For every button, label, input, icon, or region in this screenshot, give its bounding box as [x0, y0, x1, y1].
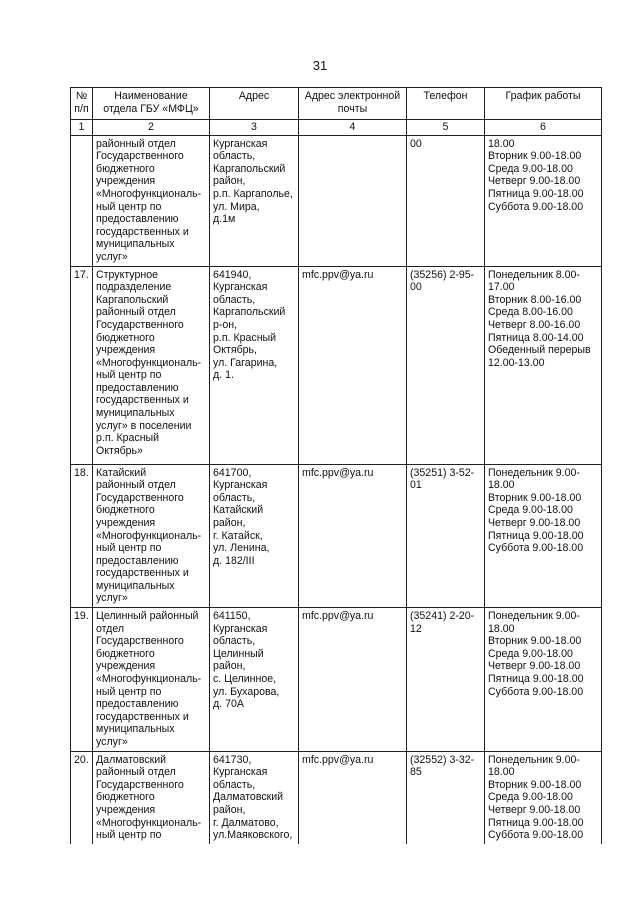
department-name-line: ный центр по — [96, 542, 162, 555]
department-name-line: услуг» — [96, 736, 128, 748]
schedule-line: Суббота 9.00-18.00 — [488, 685, 584, 698]
address-cell — [210, 608, 299, 752]
department-name-line: муниципальных — [96, 723, 175, 736]
schedule-line: Понедельник 9.00- — [488, 753, 580, 766]
address-line: Курганская — [213, 137, 268, 150]
address-line: Каргапольский — [213, 306, 286, 319]
department-name-cell — [93, 266, 210, 464]
phone-line: 12 — [410, 622, 422, 635]
phone-cell — [407, 135, 485, 266]
schedule-line: Понедельник 9.00- — [488, 610, 580, 623]
department-name-line: «Многофункциональ- — [96, 816, 202, 829]
schedule-line: Вторник 9.00-18.00 — [488, 491, 582, 504]
address-cell — [210, 464, 299, 608]
schedule-line: Суббота 9.00-18.00 — [488, 200, 584, 213]
department-name-cell — [93, 751, 210, 844]
address-line: 641940, — [213, 268, 252, 281]
table-body — [71, 135, 602, 844]
department-name-line: Государственного — [96, 491, 184, 504]
address-line: область, — [213, 293, 256, 306]
email-cell — [299, 464, 407, 608]
phone-line: (35256) 2-95- — [410, 268, 475, 281]
header-schedule: График работы — [485, 88, 602, 120]
department-name-line: районный отдел — [96, 479, 176, 492]
email-text: mfc.ppv@ya.ru — [302, 268, 374, 281]
department-name-line: ный центр по — [96, 685, 162, 698]
department-name-line: Структурное — [96, 268, 159, 281]
address-line: ул. Мира, — [213, 200, 260, 213]
department-name-line: «Многофункциональ- — [96, 187, 202, 200]
department-name-line: государственных и — [96, 394, 189, 407]
address-line: Октябрь, — [213, 344, 258, 357]
address-line: г. Катайск, — [213, 529, 263, 542]
schedule-line: Четверг 8.00-16.00 — [488, 318, 581, 331]
department-name-line: Государственного — [96, 318, 184, 331]
column-number: 3 — [210, 120, 299, 136]
column-number: 1 — [71, 120, 93, 136]
row-number: 18. — [71, 464, 93, 608]
department-name-line: государственных и — [96, 567, 189, 580]
row-number: 19. — [71, 608, 93, 752]
phone-line: (35241) 2-20- — [410, 610, 475, 623]
schedule-line: Суббота 9.00-18.00 — [488, 829, 584, 842]
department-name-cell — [93, 464, 210, 608]
schedule-line: Среда 9.00-18.00 — [488, 791, 573, 804]
phone-line: 85 — [410, 766, 422, 779]
schedule-line: Среда 9.00-18.00 — [488, 647, 573, 660]
department-name-line: ный центр по — [96, 369, 162, 382]
schedule-line: Четверг 9.00-18.00 — [488, 175, 581, 188]
department-name-line: бюджетного — [96, 331, 155, 344]
schedule-line: Четверг 9.00-18.00 — [488, 516, 581, 529]
address-line: область, — [213, 635, 256, 648]
table-row — [71, 464, 602, 608]
address-line: д.1м — [213, 213, 236, 226]
department-name-line: районный отдел — [96, 137, 176, 150]
column-number: 4 — [299, 120, 407, 136]
department-name-line: учреждения — [96, 660, 156, 673]
department-name-line: учреждения — [96, 344, 156, 357]
department-name-line: государственных и — [96, 225, 189, 238]
department-name-line: подразделение — [96, 281, 172, 294]
address-line: Катайский — [213, 504, 264, 517]
email-cell — [299, 266, 407, 464]
phone-cell — [407, 266, 485, 464]
schedule-line: Вторник 9.00-18.00 — [488, 150, 582, 163]
schedule-cell — [485, 751, 602, 844]
address-line: д. 1. — [213, 369, 234, 382]
address-line: ул. Гагарина, — [213, 356, 278, 369]
department-name-line: Катайский — [96, 466, 147, 479]
phone-cell — [407, 751, 485, 844]
schedule-line: Пятница 9.00-18.00 — [488, 187, 584, 200]
department-name-line: Государственного — [96, 150, 184, 163]
schedule-line: 18.00 — [488, 622, 515, 635]
phone-line: (32552) 3-32- — [410, 753, 475, 766]
department-name-line: предоставлению — [96, 554, 179, 567]
phone-line: 01 — [410, 479, 422, 492]
department-name-line: муниципальных — [96, 238, 175, 251]
department-name-line: р.п. Красный — [96, 432, 160, 445]
address-line: Целинный — [213, 647, 264, 660]
address-line: Курганская — [213, 622, 268, 635]
department-name-line: учреждения — [96, 175, 156, 188]
email-text: mfc.ppv@ya.ru — [302, 753, 374, 766]
department-name-line: муниципальных — [96, 579, 175, 592]
header-department-name: Наименование отдела ГБУ «МФЦ» — [93, 88, 210, 120]
schedule-line: Среда 8.00-16.00 — [488, 306, 573, 319]
column-number: 2 — [93, 120, 210, 136]
department-name-line: Государственного — [96, 635, 184, 648]
column-number: 5 — [407, 120, 485, 136]
address-line: д. 182/III — [213, 554, 255, 567]
department-name-line: бюджетного — [96, 791, 155, 804]
address-cell — [210, 135, 299, 266]
address-line: ул. Бухарова, — [213, 685, 280, 698]
schedule-cell — [485, 266, 602, 464]
schedule-line: Четверг 9.00-18.00 — [488, 660, 581, 673]
department-name-line: ный центр по — [96, 200, 162, 213]
schedule-line: Среда 9.00-18.00 — [488, 162, 573, 175]
address-line: Каргапольский — [213, 162, 286, 175]
department-name-line: Целинный районный — [96, 610, 199, 623]
address-line: район, — [213, 803, 246, 816]
address-line: область, — [213, 778, 256, 791]
row-number: 20. — [71, 751, 93, 844]
department-name-cell — [93, 608, 210, 752]
department-name-line: учреждения — [96, 803, 156, 816]
address-line: 641700, — [213, 466, 252, 479]
department-name-line: районный отдел — [96, 766, 176, 779]
schedule-line: Пятница 9.00-18.00 — [488, 673, 584, 686]
department-name-line: государственных и — [96, 710, 189, 723]
mfc-registry-table — [70, 87, 602, 844]
email-cell — [299, 751, 407, 844]
department-name-line: муниципальных — [96, 407, 175, 420]
department-name-line: «Многофункциональ- — [96, 356, 202, 369]
department-name-line: Государственного — [96, 778, 184, 791]
header-number: № п/п — [71, 88, 93, 120]
address-line: область, — [213, 150, 256, 163]
address-line: Курганская — [213, 766, 268, 779]
schedule-line: 12.00-13.00 — [488, 356, 545, 369]
address-line: р.п. Каргаполье, — [213, 187, 293, 200]
department-name-line: услуг» — [96, 592, 128, 605]
schedule-line: Вторник 9.00-18.00 — [488, 778, 582, 791]
schedule-line: Понедельник 9.00- — [488, 466, 580, 479]
address-line: р.п. Красный — [213, 331, 277, 344]
department-name-line: услуг» в поселении — [96, 419, 192, 432]
row-number — [71, 135, 93, 266]
department-name-line: ный центр по — [96, 829, 162, 842]
address-cell — [210, 266, 299, 464]
department-name-line: районный отдел — [96, 306, 176, 319]
address-line: Курганская — [213, 281, 268, 294]
schedule-line: 18.00 — [488, 137, 515, 150]
schedule-line: 17.00 — [488, 281, 515, 294]
department-name-line: предоставлению — [96, 698, 179, 711]
department-name-line: бюджетного — [96, 504, 155, 517]
department-name-line: отдел — [96, 622, 125, 635]
table-header-row — [71, 88, 602, 120]
address-line: ул. Ленина, — [213, 542, 270, 555]
column-number: 6 — [485, 120, 602, 136]
header-email: Адрес электронной почты — [299, 88, 407, 120]
address-line: с. Целинное, — [213, 673, 277, 686]
department-name-line: «Многофункциональ- — [96, 673, 202, 686]
email-text: mfc.ppv@ya.ru — [302, 466, 374, 479]
schedule-line: Пятница 8.00-14.00 — [488, 331, 584, 344]
schedule-line: Пятница 9.00-18.00 — [488, 816, 584, 829]
phone-line: (35251) 3-52- — [410, 466, 475, 479]
department-name-line: учреждения — [96, 516, 156, 529]
address-line: г. Далматово, — [213, 816, 279, 829]
address-line: Далматовский — [213, 791, 284, 804]
address-line: Курганская — [213, 479, 268, 492]
schedule-line: Среда 9.00-18.00 — [488, 504, 573, 517]
schedule-line: Вторник 9.00-18.00 — [488, 635, 582, 648]
phone-cell — [407, 608, 485, 752]
schedule-line: 18.00 — [488, 479, 515, 492]
address-line: район, — [213, 175, 246, 188]
department-name-line: Октябрь» — [96, 444, 143, 457]
schedule-line: Обеденный перерыв — [488, 344, 591, 357]
department-name-line: предоставлению — [96, 213, 179, 226]
address-line: ул.Маяковского, — [213, 829, 293, 842]
address-line: район, — [213, 516, 246, 529]
email-text: mfc.ppv@ya.ru — [302, 610, 374, 623]
address-line: р-он, — [213, 318, 238, 331]
department-name-line: бюджетного — [96, 647, 155, 660]
schedule-line: Пятница 9.00-18.00 — [488, 529, 584, 542]
phone-cell — [407, 464, 485, 608]
department-name-cell — [93, 135, 210, 266]
header-phone: Телефон — [407, 88, 485, 120]
department-name-line: Каргапольский — [96, 293, 169, 306]
column-number-row — [71, 120, 602, 136]
schedule-cell — [485, 135, 602, 266]
address-line: область, — [213, 491, 256, 504]
address-line: район, — [213, 660, 246, 673]
header-address: Адрес — [210, 88, 299, 120]
address-line: 641730, — [213, 753, 252, 766]
row-number: 17. — [71, 266, 93, 464]
department-name-line: «Многофункциональ- — [96, 529, 202, 542]
table-row — [71, 266, 602, 464]
department-name-line: бюджетного — [96, 162, 155, 175]
schedule-line: Суббота 9.00-18.00 — [488, 542, 584, 555]
department-name-line: услуг» — [96, 250, 128, 263]
schedule-cell — [485, 464, 602, 608]
address-line: д. 70А — [213, 698, 244, 711]
schedule-cell — [485, 608, 602, 752]
department-name-line: предоставлению — [96, 381, 179, 394]
schedule-line: 18.00 — [488, 766, 515, 779]
email-cell — [299, 135, 407, 266]
schedule-line: Вторник 8.00-16.00 — [488, 293, 582, 306]
page-number: 31 — [312, 58, 328, 73]
schedule-line: Понедельник 8.00- — [488, 268, 580, 281]
phone-line: 00 — [410, 281, 422, 294]
department-name-line: Далматовский — [96, 753, 167, 766]
table-row — [71, 751, 602, 844]
phone-line: 00 — [410, 137, 422, 150]
email-cell — [299, 608, 407, 752]
schedule-line: Четверг 9.00-18.00 — [488, 803, 581, 816]
table-row — [71, 135, 602, 266]
address-cell — [210, 751, 299, 844]
address-line: 641150, — [213, 610, 251, 623]
table-row — [71, 608, 602, 752]
